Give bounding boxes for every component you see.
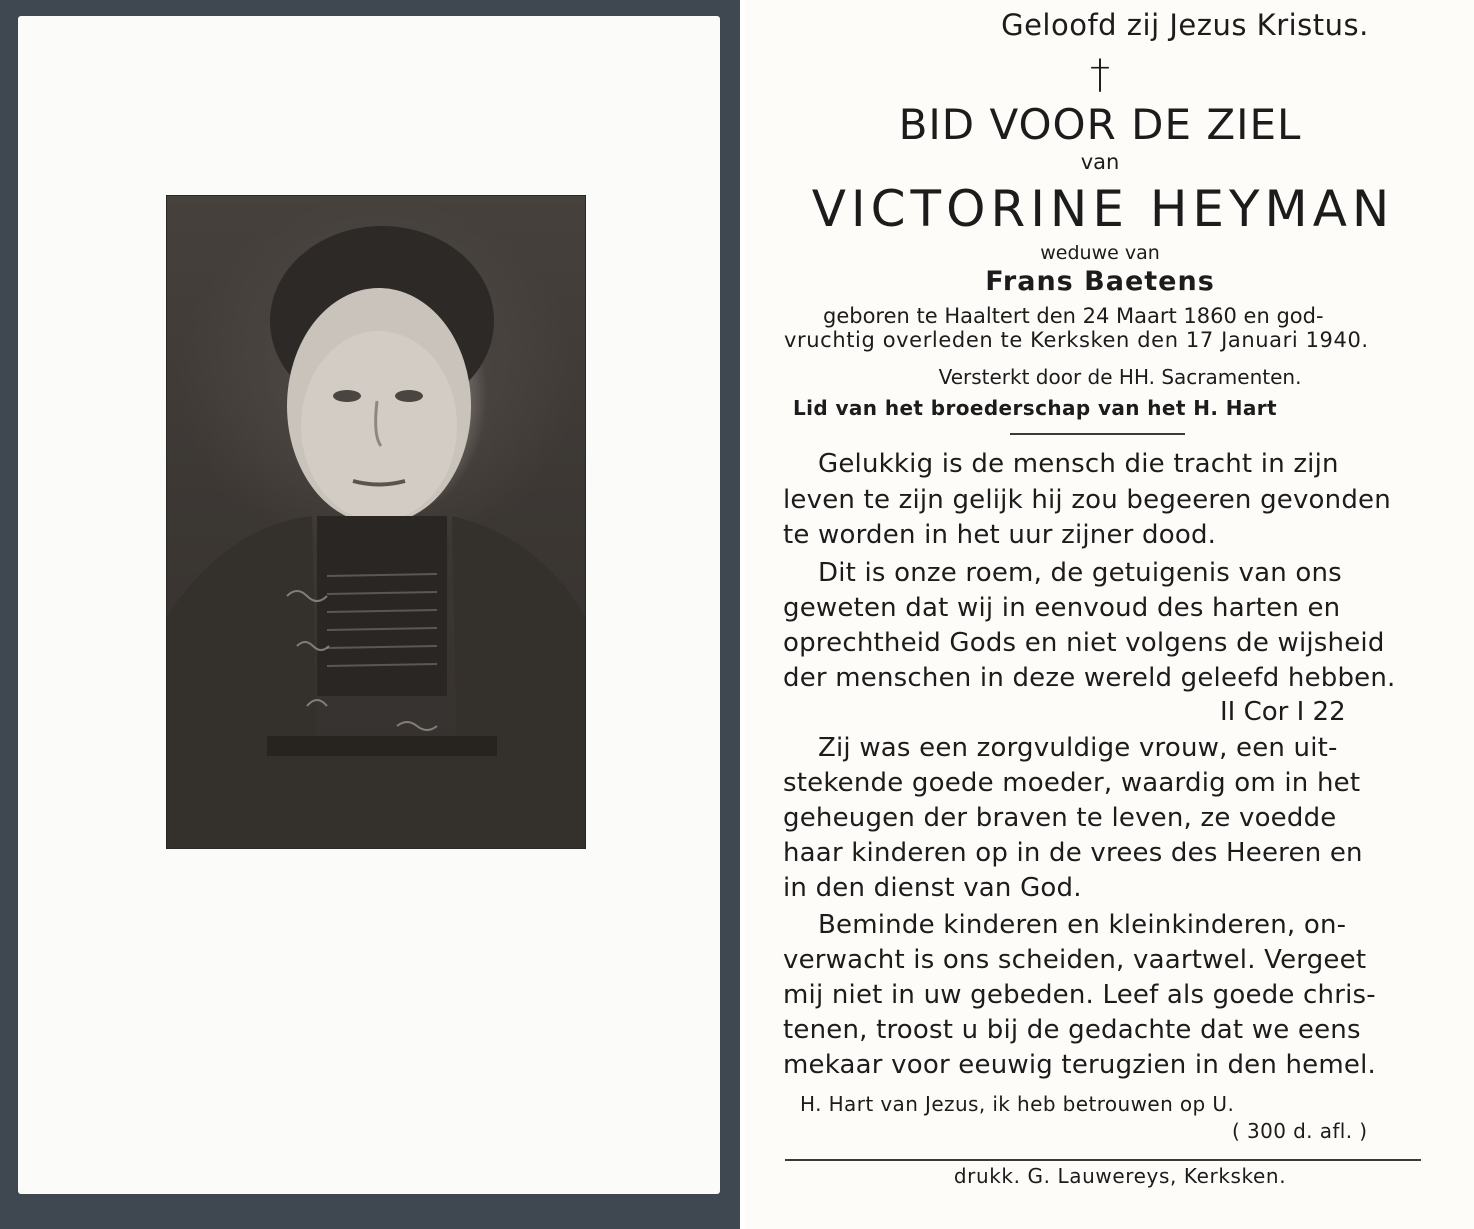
paragraph-line: Gelukkig is de mensch die tracht in zijn [818, 449, 1339, 479]
paragraph-line: Zij was een zorgvuldige vrouw, een uit- [818, 733, 1338, 763]
paragraph-line: geheugen der braven te leven, ze voedde [783, 803, 1337, 833]
printer-credit: drukk. G. Lauwereys, Kerksken. [953, 1164, 1287, 1188]
deceased-name: VICTORINE HEYMAN [811, 180, 1395, 238]
husband-name: Frans Baetens [985, 266, 1215, 297]
paragraph-line: Dit is onze roem, de getuigenis van ons [818, 558, 1342, 588]
widow-of-label: weduwe van [1040, 242, 1160, 264]
invocation: H. Hart van Jezus, ik heb betrouwen op U. [800, 1092, 1235, 1116]
sacraments-line: Versterkt door de HH. Sacramenten. [938, 365, 1302, 389]
paragraph-line: stekende goede moeder, waardig om in het [783, 768, 1361, 798]
greeting: Geloofd zij Jezus Kristus. [1001, 8, 1369, 42]
paragraph-line: tenen, troost u bij de gedachte dat we eens [783, 1015, 1361, 1045]
heading: BID VOOR DE ZIEL [898, 100, 1302, 149]
paragraph-line: in den dienst van God. [783, 873, 1082, 903]
portrait-photo [166, 195, 586, 849]
paragraph-line: te worden in het uur zijner dood. [783, 520, 1217, 550]
photo-card-inner [18, 16, 720, 1194]
paragraph-line: der menschen in deze wereld geleefd hebben. [783, 663, 1396, 693]
paragraph-line: verwacht is ons scheiden, vaartwel. Vergeet [783, 945, 1367, 975]
portrait-illustration [167, 196, 585, 848]
divider-short [1010, 433, 1185, 435]
birth-line-1: geboren te Haaltert den 24 Maart 1860 en god- [823, 304, 1324, 328]
van-label: van [1080, 150, 1120, 174]
divider-long [785, 1159, 1421, 1161]
paragraph-line: mekaar voor eeuwig terugzien in den hemel. [783, 1050, 1376, 1080]
cross-icon: † [1090, 52, 1110, 98]
paragraph-line: geweten dat wij in eenvoud des harten en [783, 593, 1341, 623]
paragraph-line: haar kinderen op in de vrees des Heeren en [783, 838, 1363, 868]
text-panel [745, 0, 1474, 1229]
brotherhood-line: Lid van het broederschap van het H. Hart [793, 396, 1277, 420]
paragraph-line: leven te zijn gelijk hij zou begeeren gevonden [783, 485, 1391, 515]
scripture-reference: II Cor I 22 [1220, 697, 1346, 727]
indulgence-note: ( 300 d. afl. ) [1232, 1119, 1368, 1143]
birth-line-2: vruchtig overleden te Kerksken den 17 Januari 1940. [784, 328, 1369, 352]
paragraph-line: mij niet in uw gebeden. Leef als goede chris- [783, 980, 1376, 1010]
paragraph-line: oprechtheid Gods en niet volgens de wijsheid [783, 628, 1385, 658]
paragraph-line: Beminde kinderen en kleinkinderen, on- [818, 910, 1347, 940]
